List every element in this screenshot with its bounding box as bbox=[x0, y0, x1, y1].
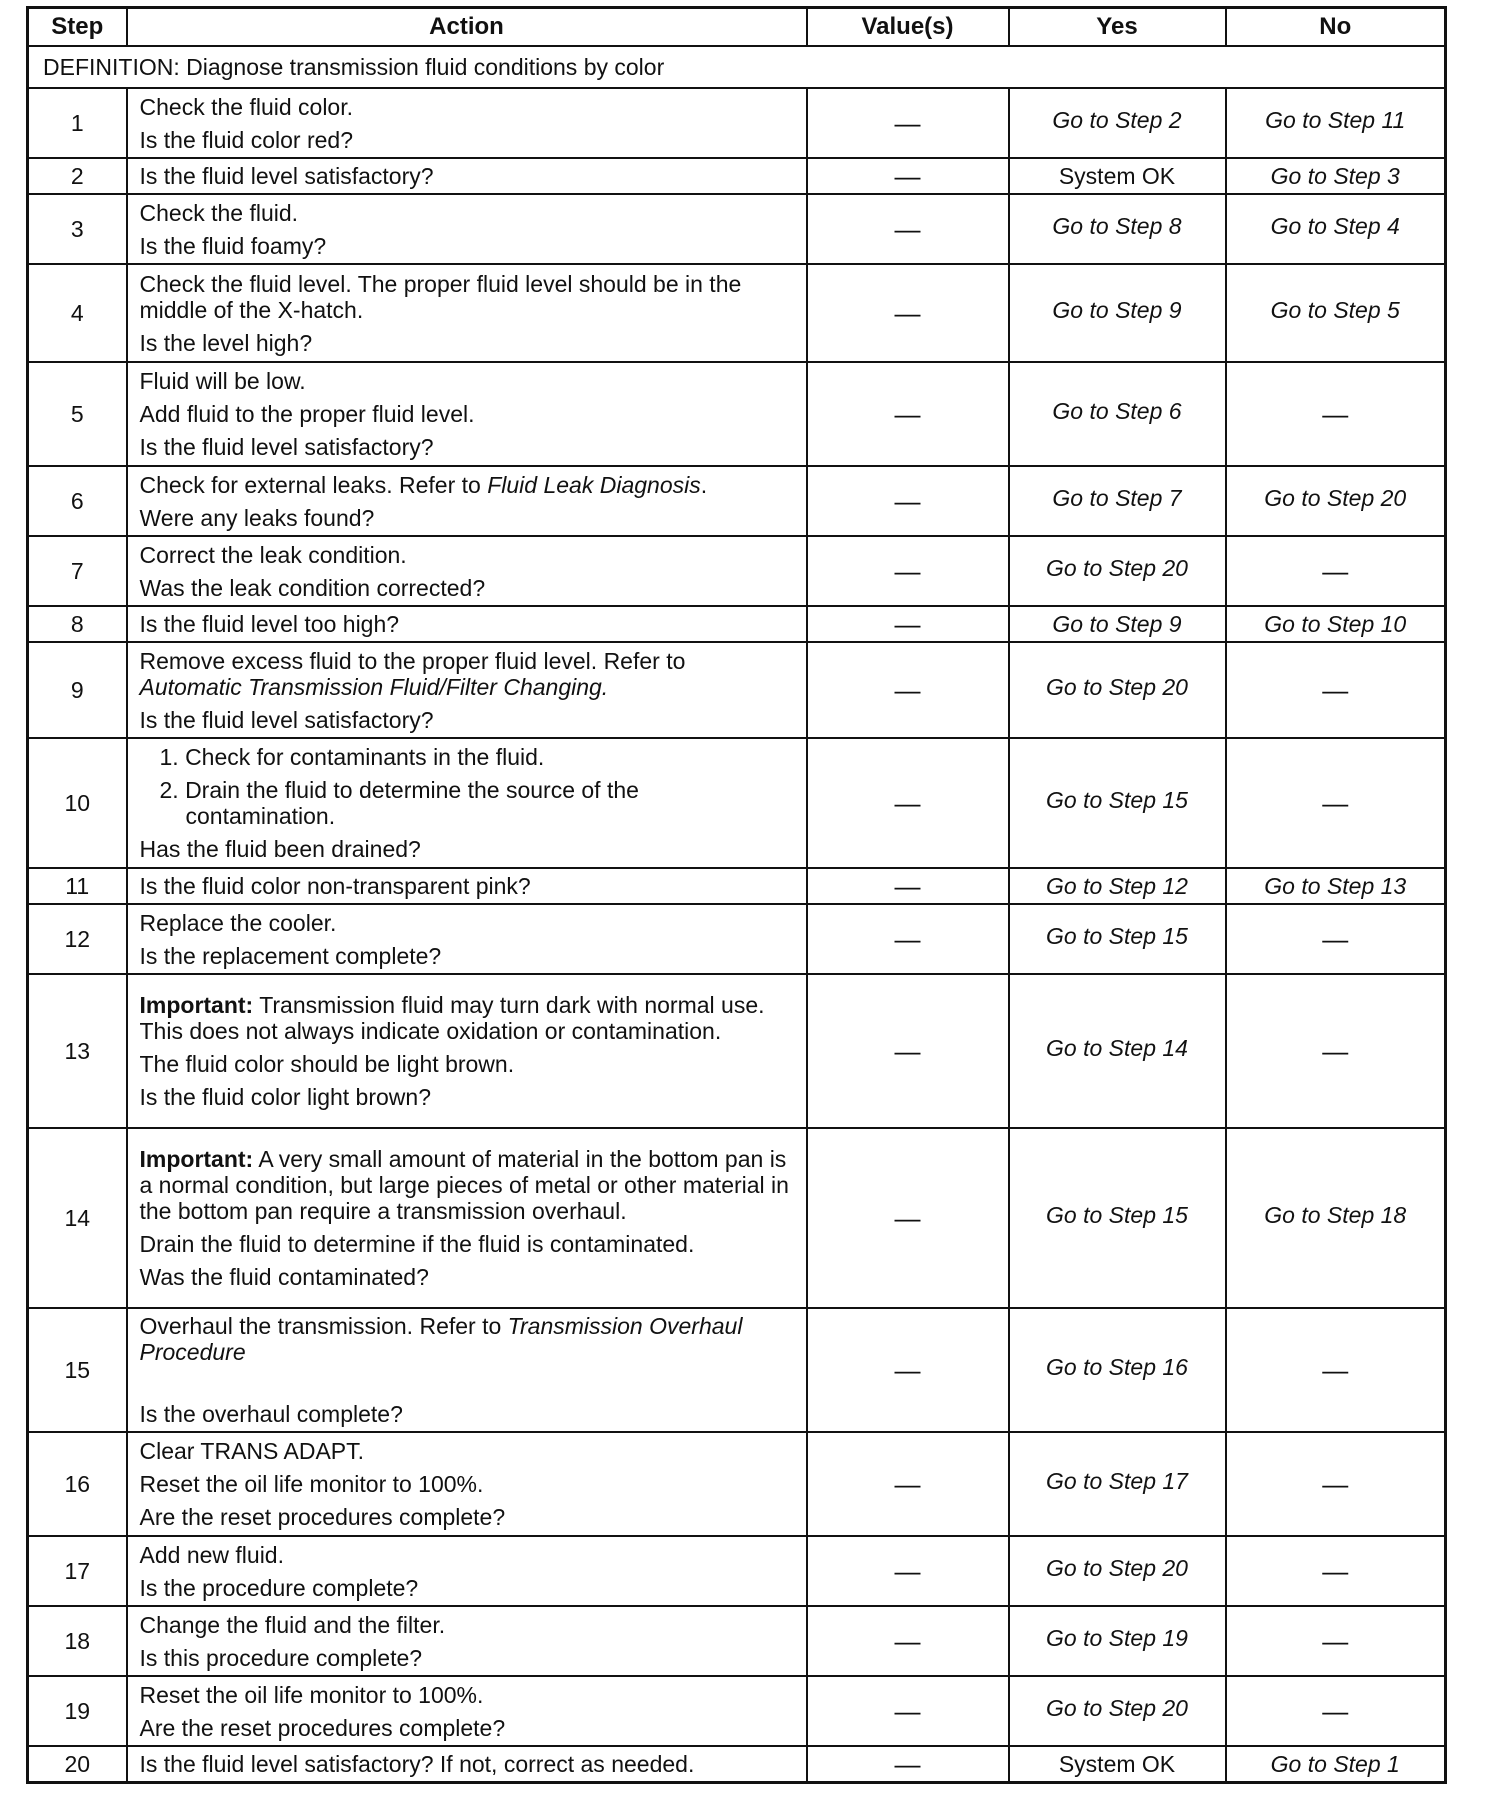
no-cell: Go to Step 13 bbox=[1226, 868, 1446, 904]
table-row bbox=[28, 362, 1446, 466]
no-cell: Go to Step 5 bbox=[1226, 264, 1446, 362]
action-line: Check the fluid. bbox=[139, 199, 299, 226]
no-cell: Go to Step 11 bbox=[1226, 88, 1446, 158]
value-cell: — bbox=[807, 904, 1009, 974]
table-row bbox=[28, 868, 1446, 904]
action-question: Were any leaks found? bbox=[139, 504, 375, 531]
action-line: Replace the cooler. bbox=[139, 909, 337, 936]
action-question: Is the fluid level too high? bbox=[139, 611, 400, 637]
yes-cell: Go to Step 15 bbox=[1009, 738, 1226, 868]
yes-cell: Go to Step 9 bbox=[1009, 264, 1226, 362]
action-question: Was the fluid contaminated? bbox=[139, 1264, 429, 1290]
value-cell: — bbox=[807, 1536, 1009, 1606]
action-line: Correct the leak condition. bbox=[139, 541, 407, 568]
value-cell: — bbox=[807, 194, 1009, 264]
table-row bbox=[28, 1308, 1446, 1432]
action-line: Drain the fluid to determine if the fluid is contaminated. bbox=[139, 1231, 695, 1257]
step-number: 1 bbox=[28, 88, 127, 158]
action-line bbox=[140, 1313, 794, 1365]
no-cell: Go to Step 20 bbox=[1226, 466, 1446, 536]
action-cell bbox=[127, 1606, 807, 1676]
action-text: Remove excess fluid to the proper fluid level. Refer to bbox=[139, 647, 686, 674]
table-row bbox=[28, 536, 1446, 606]
no-cell: — bbox=[1226, 1676, 1446, 1746]
action-cell bbox=[127, 868, 807, 904]
no-cell: — bbox=[1226, 1536, 1446, 1606]
value-cell: — bbox=[807, 868, 1009, 904]
action-numbered-item: 2. Drain the fluid to determine the source of the contamination. bbox=[159, 777, 639, 829]
step-number: 14 bbox=[28, 1128, 127, 1308]
no-cell: Go to Step 18 bbox=[1226, 1128, 1446, 1308]
definition-row bbox=[28, 46, 1446, 88]
value-cell: — bbox=[807, 158, 1009, 194]
action-question: Is the fluid level satisfactory? bbox=[139, 434, 434, 460]
table-row bbox=[28, 1536, 1446, 1606]
action-question: Is the level high? bbox=[139, 329, 313, 356]
step-number: 8 bbox=[28, 606, 127, 642]
diagnostic-table-page bbox=[26, 6, 1444, 1784]
action-line: Check the fluid level. The proper fluid level should be in the middle of the X-hatch. bbox=[139, 270, 742, 323]
table-row bbox=[28, 738, 1446, 868]
action-line: Clear TRANS ADAPT. bbox=[139, 1438, 365, 1464]
definition-text: DEFINITION: Diagnose transmission fluid conditions by color bbox=[28, 46, 1446, 88]
action-line: Change the fluid and the filter. bbox=[139, 1611, 446, 1638]
yes-cell: Go to Step 9 bbox=[1009, 606, 1226, 642]
yes-cell: Go to Step 6 bbox=[1009, 362, 1226, 466]
value-cell: — bbox=[807, 642, 1009, 738]
action-line: Fluid will be low. bbox=[139, 368, 306, 394]
value-cell: — bbox=[807, 264, 1009, 362]
value-cell: — bbox=[807, 1432, 1009, 1536]
header-no: No bbox=[1226, 8, 1446, 47]
action-line bbox=[140, 648, 794, 700]
step-number: 10 bbox=[28, 738, 127, 868]
action-text: Overhaul the transmission. Refer to bbox=[139, 1313, 508, 1339]
value-cell: — bbox=[807, 974, 1009, 1128]
action-line: Reset the oil life monitor to 100%. bbox=[139, 1471, 484, 1497]
value-cell: — bbox=[807, 606, 1009, 642]
yes-cell: Go to Step 12 bbox=[1009, 868, 1226, 904]
important-text: Transmission fluid may turn dark with normal use. This does not always indicate oxidation or contamination. bbox=[139, 992, 765, 1044]
important-label: Important: bbox=[139, 1146, 254, 1172]
action-question: Is this procedure complete? bbox=[139, 1644, 423, 1671]
table-row bbox=[28, 466, 1446, 536]
table-row bbox=[28, 642, 1446, 738]
step-number: 11 bbox=[28, 868, 127, 904]
step-number: 15 bbox=[28, 1308, 127, 1432]
important-note bbox=[140, 992, 794, 1044]
important-text: A very small amount of material in the bottom pan is a normal condition, but large pieces of metal or other material in the bottom pan require a transmission overhaul. bbox=[139, 1146, 789, 1224]
action-cell bbox=[127, 536, 807, 606]
action-text: Check for external leaks. Refer to bbox=[139, 471, 488, 498]
diagnostic-table bbox=[26, 6, 1447, 1784]
yes-cell: Go to Step 20 bbox=[1009, 536, 1226, 606]
table-row bbox=[28, 194, 1446, 264]
action-cell bbox=[127, 194, 807, 264]
value-cell: — bbox=[807, 88, 1009, 158]
action-cell bbox=[127, 904, 807, 974]
yes-cell: System OK bbox=[1009, 158, 1226, 194]
header-step: Step bbox=[28, 8, 127, 47]
no-cell: — bbox=[1226, 1308, 1446, 1432]
value-cell: — bbox=[807, 1308, 1009, 1432]
value-cell: — bbox=[807, 1676, 1009, 1746]
yes-cell: Go to Step 20 bbox=[1009, 1536, 1226, 1606]
table-row bbox=[28, 606, 1446, 642]
yes-cell: Go to Step 17 bbox=[1009, 1432, 1226, 1536]
yes-cell: Go to Step 2 bbox=[1009, 88, 1226, 158]
action-cell bbox=[127, 1536, 807, 1606]
important-note bbox=[140, 1146, 794, 1224]
action-question: Are the reset procedures complete? bbox=[139, 1714, 506, 1741]
action-cell bbox=[127, 642, 807, 738]
step-number: 6 bbox=[28, 466, 127, 536]
action-question: Is the replacement complete? bbox=[139, 942, 442, 969]
table-row bbox=[28, 158, 1446, 194]
action-question: Is the fluid color light brown? bbox=[139, 1084, 431, 1110]
action-line: Reset the oil life monitor to 100%. bbox=[139, 1681, 484, 1708]
action-question: Is the fluid color red? bbox=[139, 126, 354, 153]
step-number: 9 bbox=[28, 642, 127, 738]
value-cell: — bbox=[807, 1606, 1009, 1676]
header-action: Action bbox=[127, 8, 807, 47]
action-numbered-item: 1. Check for contaminants in the fluid. bbox=[159, 744, 545, 770]
step-number: 2 bbox=[28, 158, 127, 194]
action-question: Is the procedure complete? bbox=[139, 1574, 419, 1601]
action-line: The fluid color should be light brown. bbox=[139, 1051, 515, 1077]
yes-cell: Go to Step 16 bbox=[1009, 1308, 1226, 1432]
action-question: Was the leak condition corrected? bbox=[139, 574, 486, 601]
no-cell: — bbox=[1226, 362, 1446, 466]
step-number: 3 bbox=[28, 194, 127, 264]
header-row bbox=[28, 8, 1446, 47]
value-cell: — bbox=[807, 1128, 1009, 1308]
step-number: 20 bbox=[28, 1746, 127, 1783]
no-cell: — bbox=[1226, 536, 1446, 606]
no-cell: — bbox=[1226, 1432, 1446, 1536]
step-number: 19 bbox=[28, 1676, 127, 1746]
step-number: 17 bbox=[28, 1536, 127, 1606]
table-row bbox=[28, 88, 1446, 158]
no-cell: — bbox=[1226, 642, 1446, 738]
action-cell bbox=[127, 1308, 807, 1432]
action-question: Is the fluid level satisfactory? bbox=[139, 163, 434, 189]
table-row bbox=[28, 1676, 1446, 1746]
step-number: 5 bbox=[28, 362, 127, 466]
value-cell: — bbox=[807, 738, 1009, 868]
action-cell bbox=[127, 466, 807, 536]
action-cell bbox=[127, 974, 807, 1128]
step-number: 16 bbox=[28, 1432, 127, 1536]
action-line: Add new fluid. bbox=[139, 1541, 284, 1568]
action-text: . bbox=[700, 471, 708, 498]
yes-cell: Go to Step 15 bbox=[1009, 904, 1226, 974]
step-number: 7 bbox=[28, 536, 127, 606]
step-number: 4 bbox=[28, 264, 127, 362]
action-cell bbox=[127, 1676, 807, 1746]
action-cell bbox=[127, 362, 807, 466]
no-cell: Go to Step 4 bbox=[1226, 194, 1446, 264]
important-label: Important: bbox=[139, 992, 254, 1018]
step-number: 12 bbox=[28, 904, 127, 974]
yes-cell: Go to Step 19 bbox=[1009, 1606, 1226, 1676]
table-row bbox=[28, 904, 1446, 974]
action-question: Is the fluid level satisfactory? If not, correct as needed. bbox=[139, 1751, 695, 1777]
no-cell: Go to Step 1 bbox=[1226, 1746, 1446, 1783]
no-cell: — bbox=[1226, 974, 1446, 1128]
yes-cell: Go to Step 8 bbox=[1009, 194, 1226, 264]
step-number: 18 bbox=[28, 1606, 127, 1676]
value-cell: — bbox=[807, 362, 1009, 466]
action-question: Is the overhaul complete? bbox=[139, 1401, 403, 1427]
table-row bbox=[28, 1128, 1446, 1308]
action-line: Check the fluid color. bbox=[139, 93, 354, 120]
value-cell: — bbox=[807, 1746, 1009, 1783]
table-row bbox=[28, 264, 1446, 362]
reference-link[interactable]: Fluid Leak Diagnosis bbox=[487, 471, 701, 498]
action-cell bbox=[127, 1746, 807, 1783]
yes-cell: Go to Step 15 bbox=[1009, 1128, 1226, 1308]
no-cell: — bbox=[1226, 738, 1446, 868]
action-line: Add fluid to the proper fluid level. bbox=[139, 401, 475, 427]
yes-cell: System OK bbox=[1009, 1746, 1226, 1783]
header-values: Value(s) bbox=[807, 8, 1009, 47]
value-cell: — bbox=[807, 466, 1009, 536]
action-question: Is the fluid level satisfactory? bbox=[139, 706, 434, 733]
action-question: Has the fluid been drained? bbox=[139, 836, 421, 862]
action-line bbox=[140, 472, 794, 498]
table-row bbox=[28, 1432, 1446, 1536]
action-cell bbox=[127, 158, 807, 194]
action-question: Is the fluid foamy? bbox=[139, 232, 327, 259]
value-cell: — bbox=[807, 536, 1009, 606]
no-cell: — bbox=[1226, 1606, 1446, 1676]
table-row bbox=[28, 1606, 1446, 1676]
reference-link[interactable]: Automatic Transmission Fluid/Filter Changing. bbox=[139, 673, 609, 700]
yes-cell: Go to Step 20 bbox=[1009, 1676, 1226, 1746]
yes-cell: Go to Step 14 bbox=[1009, 974, 1226, 1128]
header-yes: Yes bbox=[1009, 8, 1226, 47]
action-cell bbox=[127, 606, 807, 642]
no-cell: — bbox=[1226, 904, 1446, 974]
action-cell bbox=[127, 264, 807, 362]
yes-cell: Go to Step 7 bbox=[1009, 466, 1226, 536]
reference-link[interactable]: Transmission Overhaul Procedure bbox=[139, 1313, 743, 1365]
yes-cell: Go to Step 20 bbox=[1009, 642, 1226, 738]
no-cell: Go to Step 10 bbox=[1226, 606, 1446, 642]
step-number: 13 bbox=[28, 974, 127, 1128]
action-cell bbox=[127, 1432, 807, 1536]
action-cell bbox=[127, 738, 807, 868]
action-question: Is the fluid color non-transparent pink? bbox=[139, 873, 531, 899]
action-cell bbox=[127, 88, 807, 158]
table-row bbox=[28, 1746, 1446, 1783]
no-cell: Go to Step 3 bbox=[1226, 158, 1446, 194]
table-row bbox=[28, 974, 1446, 1128]
action-question: Are the reset procedures complete? bbox=[139, 1504, 506, 1530]
action-cell bbox=[127, 1128, 807, 1308]
